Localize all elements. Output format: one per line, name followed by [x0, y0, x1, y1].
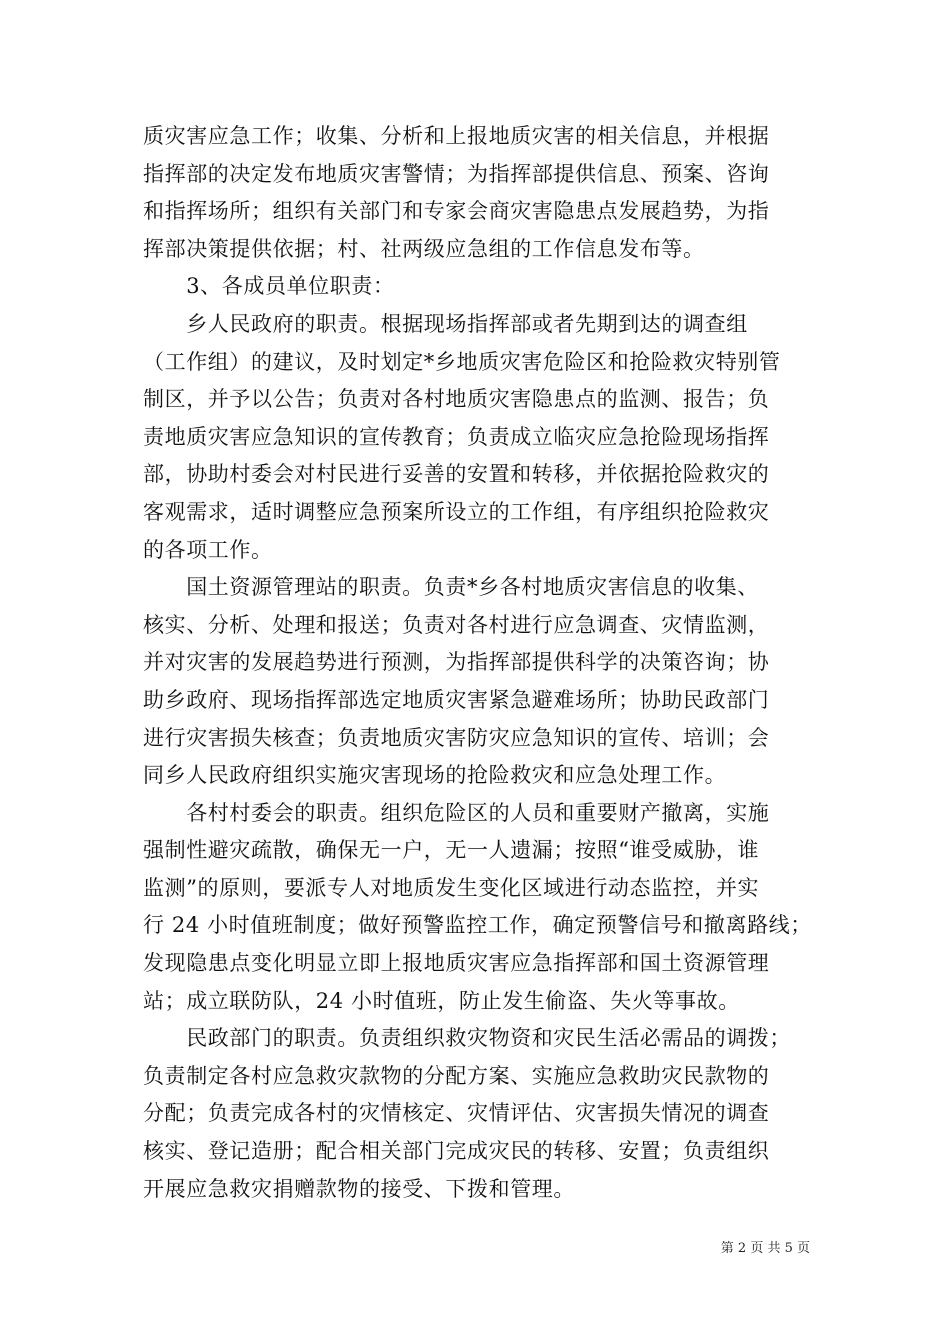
text-line: 同乡人民政府组织实施灾害现场的抢险救灾和应急处理工作。	[143, 763, 727, 788]
text-line: 监测”的原则，要派专人对地质发生变化区域进行动态监控，并实	[143, 875, 760, 900]
text-line: 责地质灾害应急知识的宣传教育；负责成立临灾应急抢险现场指挥	[143, 424, 770, 449]
text-line: 核实、分析、处理和报送；负责对各村进行应急调查、灾情监测，	[143, 612, 770, 637]
text-line: 助乡政府、现场指挥部选定地质灾害紧急避难场所；协助民政部门	[143, 687, 770, 712]
text-line: （工作组）的建议，及时划定*乡地质灾害危险区和抢险救灾特别管	[143, 349, 781, 374]
text-line: 和指挥场所；组织有关部门和专家会商灾害隐患点发展趋势，为指	[143, 199, 770, 224]
text-line: 负责制定各村应急救灾款物的分配方案、实施应急救助灾民款物的	[143, 1063, 770, 1088]
page-number: 第 2 页 共 5 页	[720, 1241, 810, 1256]
body-text	[143, 118, 813, 1208]
text-line: 指挥部的决定发布地质灾害警情；为指挥部提供信息、预案、咨询	[143, 161, 770, 186]
text-line: 民政部门的职责。负责组织救灾物资和灾民生活必需品的调拨；	[143, 1026, 791, 1051]
text-line: 部，协助村委会对村民进行妥善的安置和转移，并依据抢险救灾的	[143, 462, 770, 487]
text-line: 各村村委会的职责。组织危险区的人员和重要财产撤离，实施	[143, 800, 770, 825]
text-line: 站；成立联防队，24 小时值班，防止发生偷盗、失火等事故。	[143, 988, 740, 1013]
text-line: 质灾害应急工作；收集、分析和上报地质灾害的相关信息，并根据	[143, 124, 770, 148]
text-line: 制区，并予以公告；负责对各村地质灾害隐患点的监测、报告；负	[143, 387, 770, 412]
text-line: 乡人民政府的职责。根据现场指挥部或者先期到达的调查组	[143, 311, 748, 336]
text-line: 挥部决策提供依据；村、社两级应急组的工作信息发布等。	[143, 236, 705, 261]
text-line: 进行灾害损失核查；负责地质灾害防灾应急知识的宣传、培训；会	[143, 725, 770, 750]
text-line: 并对灾害的发展趋势进行预测，为指挥部提供科学的决策咨询；协	[143, 650, 770, 675]
text-line: 发现隐患点变化明显立即上报地质灾害应急指挥部和国土资源管理	[143, 951, 770, 976]
text-line: 国土资源管理站的职责。负责*乡各村地质灾害信息的收集、	[143, 575, 759, 600]
text-line: 强制性避灾疏散，确保无一户，无一人遗漏；按照“谁受威胁，谁	[143, 838, 760, 863]
text-line: 分配；负责完成各村的灾情核定、灾情评估、灾害损失情况的调查	[143, 1101, 770, 1126]
text-line: 行 24 小时值班制度；做好预警监控工作，确定预警信号和撤离路线；	[143, 913, 812, 938]
text-line: 客观需求，适时调整应急预案所设立的工作组，有序组织抢险救灾	[143, 499, 770, 524]
text-line: 的各项工作。	[143, 537, 273, 562]
text-line: 核实、登记造册；配合相关部门完成灾民的转移、安置；负责组织	[143, 1139, 770, 1164]
text-line: 3、各成员单位职责：	[143, 274, 395, 299]
text-line: 开展应急救灾捐赠款物的接受、下拨和管理。	[143, 1176, 575, 1201]
